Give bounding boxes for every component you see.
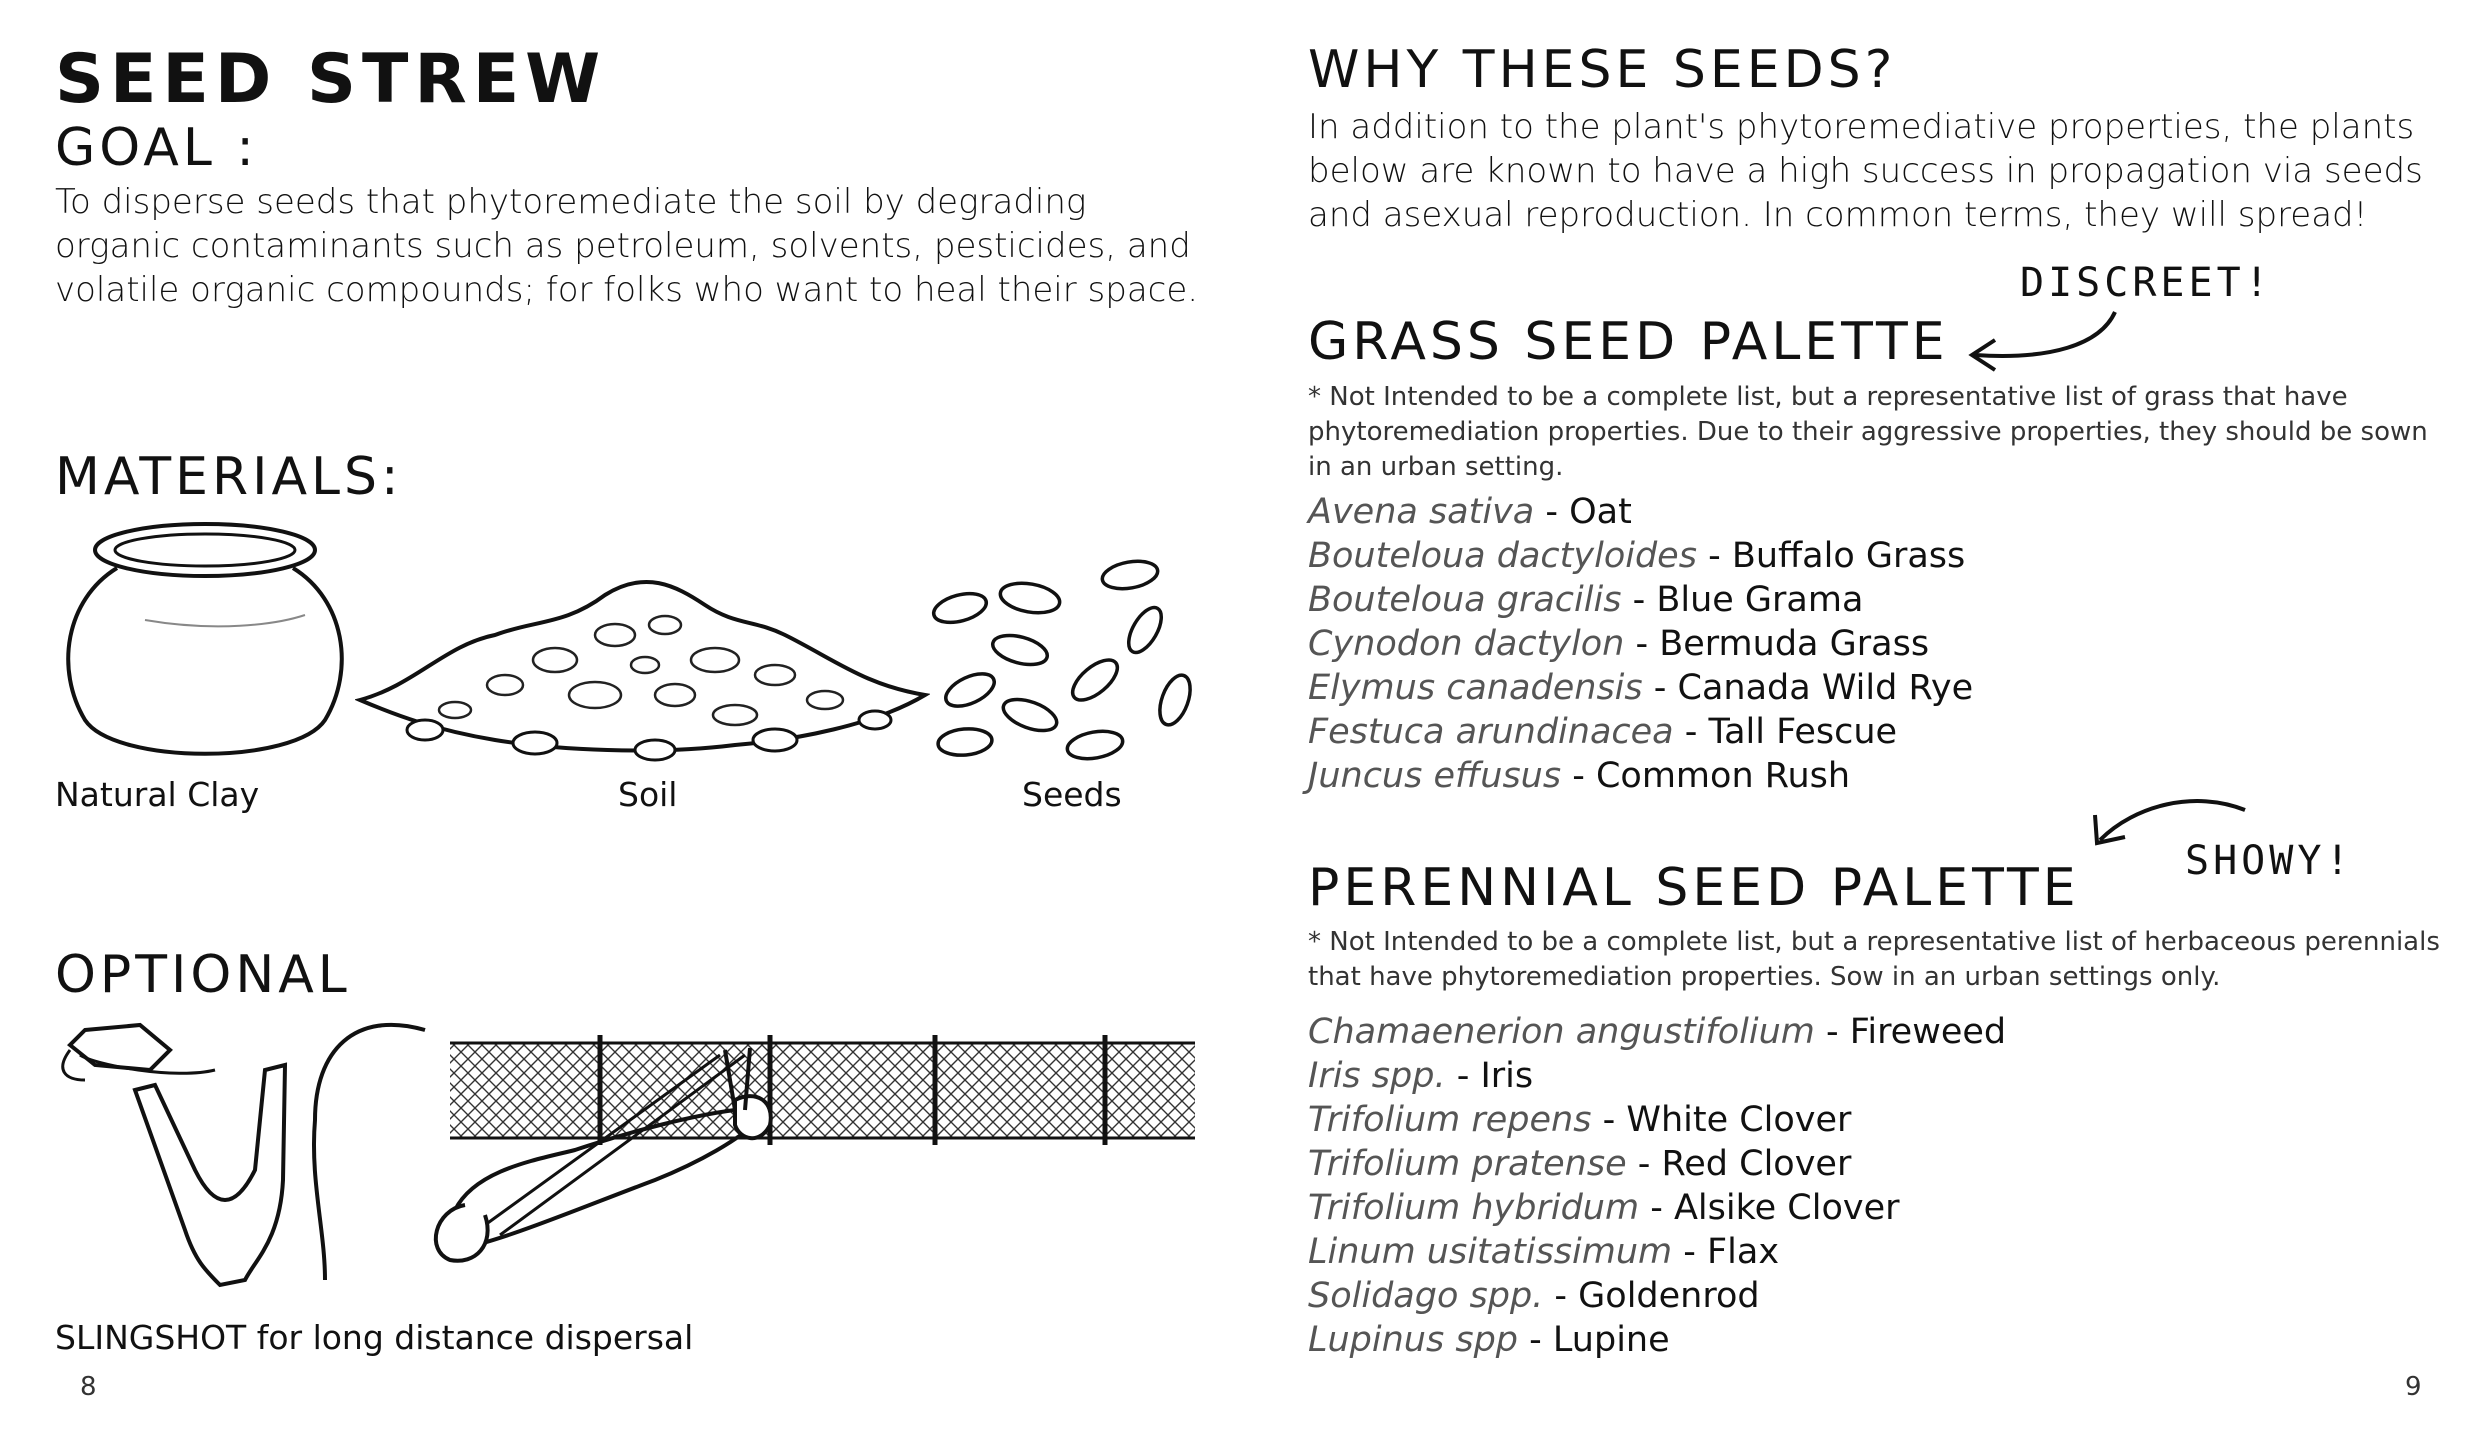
optional-heading: OPTIONAL (55, 945, 351, 1005)
material-label-clay: Natural Clay (55, 775, 260, 814)
material-label-seeds: Seeds (1022, 775, 1122, 814)
grass-note: * Not Intended to be a complete list, but a representative list of grass that have phytoremediation properties. Due to their aggressive properties, they should be sown in an urban setting. (1308, 382, 2428, 482)
grass-heading: GRASS SEED PALETTE (1308, 312, 1949, 372)
list-item: Chamaenerion angustifolium - Fireweed (1308, 1012, 2007, 1052)
page-title: SEED STREW (55, 40, 607, 119)
grass-list (1308, 490, 1973, 798)
list-item: Trifolium hybridum - Alsike Clover (1308, 1188, 1900, 1228)
list-item: Avena sativa - Oat (1308, 492, 1632, 532)
page-number-left: 8 (80, 1372, 97, 1402)
list-item: Iris spp. - Iris (1308, 1056, 1534, 1096)
list-item: Trifolium repens - White Clover (1308, 1100, 1852, 1140)
list-item: Bouteloua dactyloides - Buffalo Grass (1308, 536, 1966, 576)
soil-pile-icon (355, 565, 930, 765)
slingshot-illustration (55, 1010, 1200, 1310)
why-heading: WHY THESE SEEDS? (1308, 40, 1897, 100)
list-item: Festuca arundinacea - Tall Fescue (1308, 712, 1898, 752)
list-item: Linum usitatissimum - Flax (1308, 1232, 1780, 1272)
perennial-note: * Not Intended to be a complete list, but a representative list of herbaceous perennials that have phytoremediation properties. Sow in an urban settings only. (1308, 927, 2440, 992)
goal-text: To disperse seeds that phytoremediate the soil by degrading organic contaminants such as petroleum, solvents, pesticides, and volatile organic compounds; for folks who want to heal their space. (55, 182, 1199, 310)
perennial-annotation: SHOWY! (2185, 838, 2354, 884)
list-item: Bouteloua gracilis - Blue Grama (1308, 580, 1864, 620)
why-text: In addition to the plant's phytoremediative properties, the plants below are known to have a high success in propagation via seeds and asexual reproduction. In common terms, they will spread! (1308, 107, 2423, 235)
list-item: Trifolium pratense - Red Clover (1308, 1144, 1852, 1184)
goal-heading: GOAL : (55, 118, 258, 178)
arrow-icon (1960, 300, 2130, 380)
materials-heading: MATERIALS: (55, 447, 403, 507)
list-item: Elymus canadensis - Canada Wild Rye (1308, 668, 1974, 708)
perennial-heading: PERENNIAL SEED PALETTE (1308, 858, 2080, 918)
list-item: Cynodon dactylon - Bermuda Grass (1308, 624, 1930, 664)
grass-annotation: DISCREET! (2020, 260, 2273, 306)
page-number-right: 9 (2405, 1372, 2422, 1402)
list-item: Juncus effusus - Common Rush (1308, 756, 1851, 796)
clay-pot-icon (55, 520, 355, 770)
list-item: Lupinus spp - Lupine (1308, 1320, 1670, 1360)
optional-caption: SLINGSHOT for long distance dispersal (55, 1318, 694, 1357)
seeds-icon (930, 550, 1205, 770)
material-label-soil: Soil (618, 775, 678, 814)
list-item: Solidago spp. - Goldenrod (1308, 1276, 1760, 1316)
perennial-list (1308, 1010, 2006, 1362)
